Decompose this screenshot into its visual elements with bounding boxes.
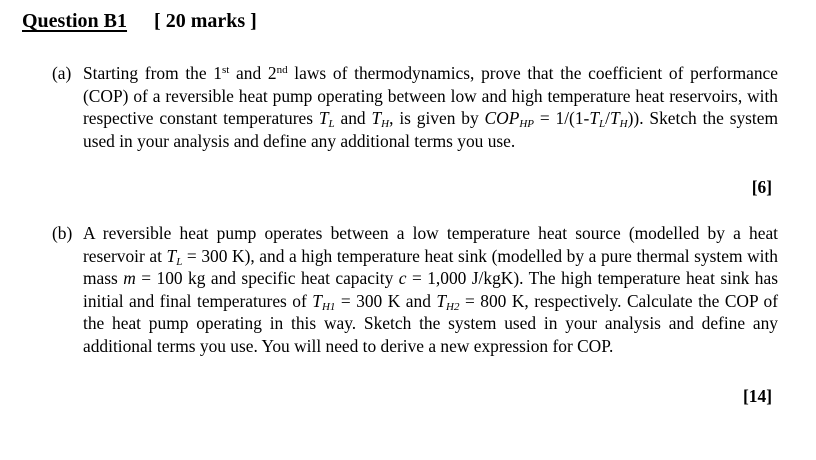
symbol-cop: COP <box>484 108 520 129</box>
eq-t-high-sub: H <box>619 118 628 131</box>
part-b-text-1: A reversible heat pump operates between a low temperature heat source (modelled by a heat reservoir at <box>83 223 778 266</box>
part-b-text-6: = 800 K, respectively. Calculate the COP of the heat pump operating in this way. Sketch the system used in your analysis and define any additional terms you use. You will need to derive a new expression for COP. <box>83 290 778 356</box>
part-a-marks: [6] <box>751 177 772 197</box>
part-b-text <box>83 222 778 358</box>
symbol-mass: m <box>123 268 136 289</box>
symbol-t-high: T <box>371 108 382 129</box>
part-b-marks: [14] <box>743 386 772 406</box>
part-a-text-5: )). Sketch the system used in your analysis and define any additional terms you use. <box>83 108 779 151</box>
cop-equation-1: = 1/(1- <box>534 108 590 129</box>
symbol-t-low: T <box>318 108 329 129</box>
part-a-ordinal-1: st <box>221 64 230 76</box>
symbol-cop-sub: HP <box>519 118 534 131</box>
symbol-t-h2-sub: H2 <box>446 300 460 313</box>
part-b <box>52 222 778 358</box>
question-title: Question B1 <box>22 10 128 32</box>
question-header <box>22 10 257 33</box>
symbol-t-low-sub: L <box>328 118 335 131</box>
part-b-text-3: = 100 kg and specific heat capacity <box>135 268 399 289</box>
part-a-text-1: Starting from the 1 <box>83 63 222 83</box>
part-a-ordinal-2: nd <box>276 64 288 76</box>
symbol-t-h2: T <box>436 290 447 311</box>
symbol-specific-heat: c <box>398 268 407 289</box>
part-b-text-2: = 300 K), and a high temperature heat sink (modelled by a pure thermal system with mass <box>83 245 778 289</box>
symbol-t-h1-sub: H1 <box>321 300 336 313</box>
symbol-t-low-sub: L <box>176 255 183 268</box>
part-b-label: (b) <box>52 223 73 243</box>
eq-slash: / <box>605 108 610 129</box>
part-a-text-4: , is given by <box>389 108 485 129</box>
part-a <box>52 62 778 152</box>
eq-t-high: T <box>609 108 620 129</box>
part-b-text-5: = 300 K and <box>335 290 437 311</box>
symbol-t-high-sub: H <box>381 118 390 131</box>
part-a-text <box>83 62 778 152</box>
symbol-t-low: T <box>166 245 177 266</box>
part-b-text-4: = 1,000 J/kgK). The high temperature heat sink has initial and final temperatures of <box>83 268 778 311</box>
part-a-text-2: and 2 <box>229 63 277 83</box>
symbol-t-h1: T <box>312 290 322 311</box>
part-a-label: (a) <box>52 63 72 83</box>
eq-t-low: T <box>589 108 600 129</box>
eq-t-low-sub: L <box>599 118 606 131</box>
question-total-marks: [ 20 marks ] <box>154 10 257 32</box>
part-a-text-3: laws of thermodynamics, prove that the coefficient of performance (COP) of a reversible heat pump operating between low and high temperature heat reservoirs, with respective constant temperatures <box>83 63 778 129</box>
part-a-and: and <box>334 108 372 129</box>
